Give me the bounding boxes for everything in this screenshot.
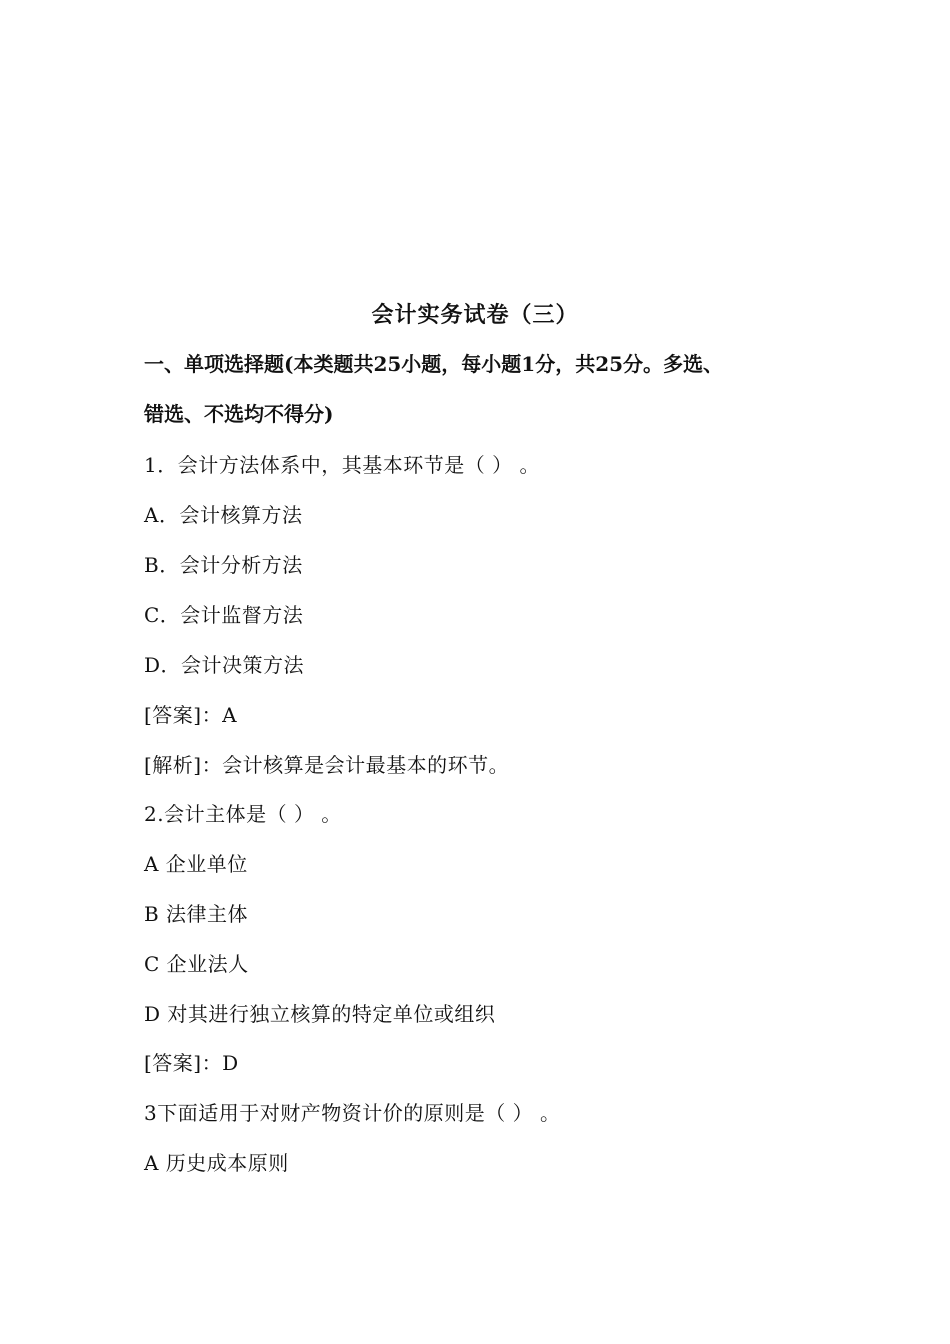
question-1-analysis: [解析]：会计核算是会计最基本的环节。 — [144, 753, 510, 777]
question-1-stem: 1．会计方法体系中，其基本环节是（ ） 。 — [144, 453, 540, 477]
section-heading-line-1: 一、单项选择题(本类题共25小题，每小题1分，共25分。多选、 — [144, 352, 724, 376]
question-3-option-a: A 历史成本原则 — [144, 1151, 289, 1175]
question-1-option-a: A．会计核算方法 — [144, 503, 303, 527]
question-2-option-b: B 法律主体 — [144, 902, 249, 926]
question-2-option-c: C 企业法人 — [144, 952, 249, 976]
question-2-option-a: A 企业单位 — [144, 852, 248, 876]
question-2-answer: [答案]：D — [144, 1051, 239, 1075]
question-2-option-d: D 对其进行独立核算的特定单位或组织 — [144, 1002, 496, 1026]
question-3-stem: 3下面适用于对财产物资计价的原则是（ ） 。 — [144, 1101, 561, 1125]
question-2-stem: 2.会计主体是（ ） 。 — [144, 802, 342, 826]
question-1-answer: [答案]：A — [144, 703, 238, 727]
question-1-option-d: D．会计决策方法 — [144, 653, 305, 677]
section-heading-line-2: 错选、不选均不得分) — [144, 402, 334, 426]
question-1-option-c: C．会计监督方法 — [144, 603, 304, 627]
document-title: 会计实务试卷（三） — [371, 302, 579, 328]
question-1-option-b: B．会计分析方法 — [144, 553, 303, 577]
